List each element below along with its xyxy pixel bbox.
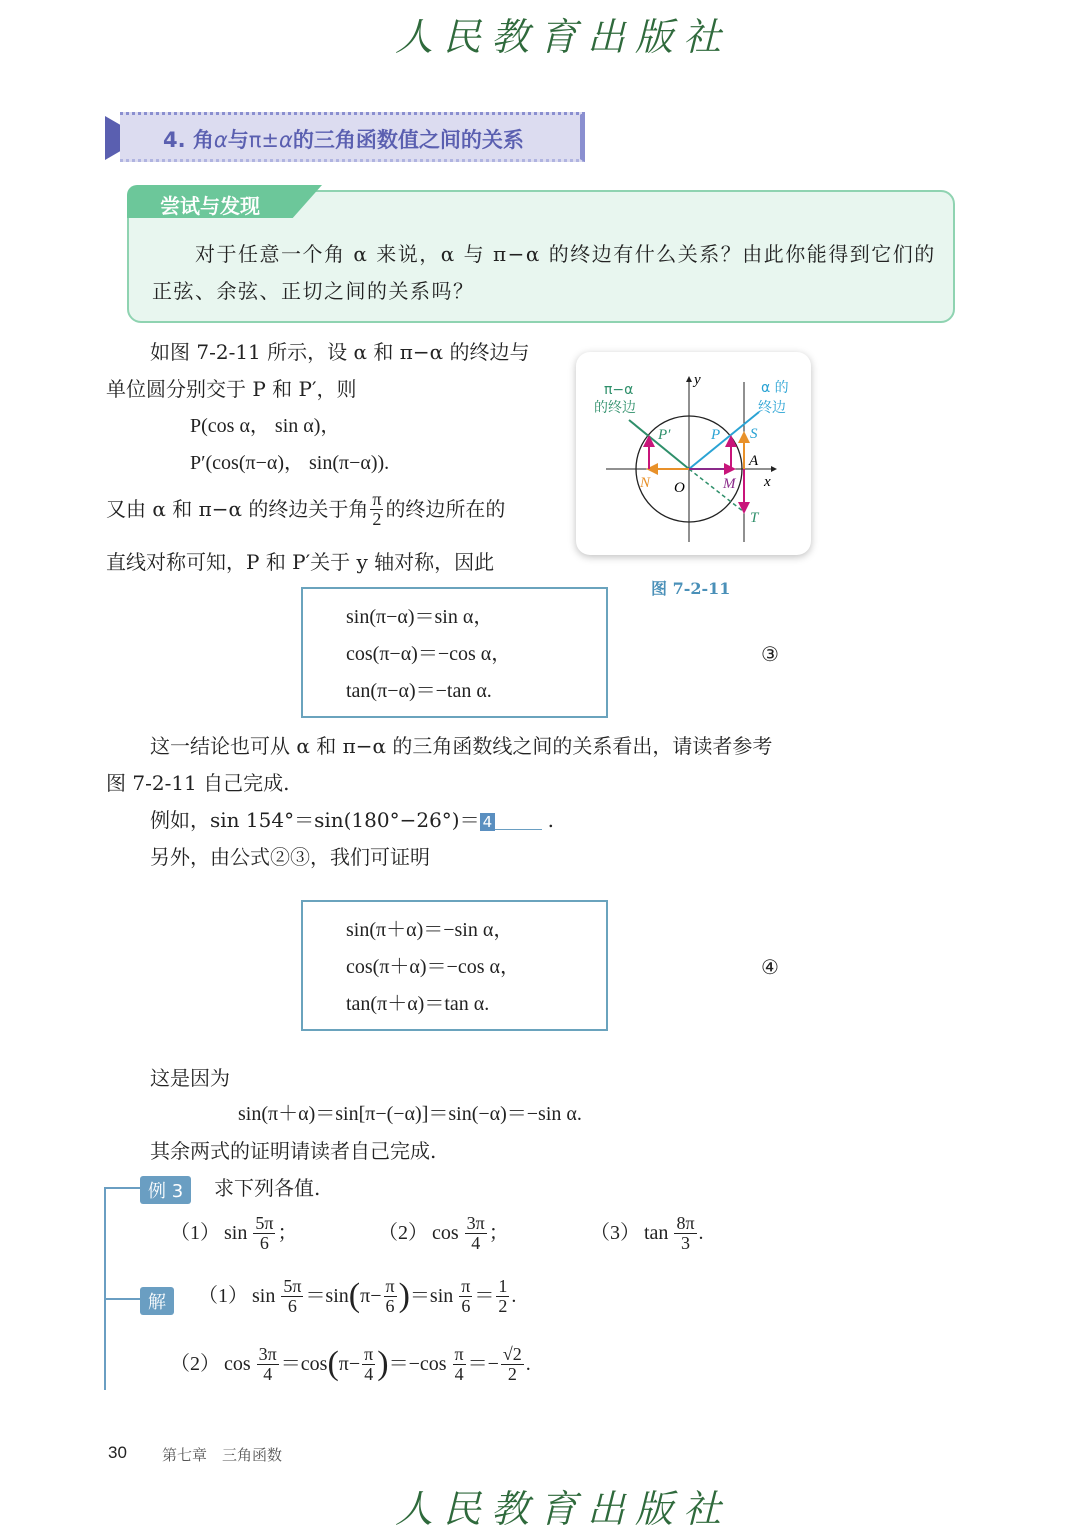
example-prompt: 求下列各值. [214,1176,321,1200]
fn: cos [224,1353,251,1376]
solution-tag: 解 [140,1287,174,1315]
numerator: 5π [255,1213,274,1233]
text: ＝ [474,1285,495,1308]
point-s-label: S [750,426,758,442]
text: ＝−cos [388,1353,447,1376]
denominator: 2 [507,1363,517,1384]
fraction [370,490,383,529]
denominator: 3 [680,1232,690,1253]
denominator: 6 [287,1295,297,1316]
paragraph: 这一结论也可从 α 和 π−α 的三角函数线之间的关系看出，请读者参考 [150,734,773,758]
formula-line: sin(π−α)＝sin α， [346,606,494,628]
denominator: 2 [372,508,382,529]
numerator: π [454,1344,464,1364]
alpha-symbol: α [279,128,293,152]
fraction [253,1214,275,1253]
index: （1） [170,1222,220,1245]
numerator: 3π [466,1213,485,1233]
numerator: 5π [283,1276,302,1296]
numerator: π [372,489,382,509]
connector [104,1298,140,1300]
section-title-part: 与 [227,128,249,152]
fn: sin [252,1285,276,1308]
index: （3） [590,1222,640,1245]
punct: ； [277,1222,298,1245]
numerator: π [385,1276,395,1296]
text: 的终边所在的 [385,497,506,522]
numerator: 8π [676,1213,695,1233]
denominator: 6 [259,1232,269,1253]
paragraph: 这是因为 [150,1066,230,1090]
point-t-label: T [750,510,759,526]
paragraph: 单位圆分别交于 P 和 P′，则 [106,377,357,401]
paragraph: 如图 7-2-11 所示，设 α 和 π−α 的终边与 [150,340,530,364]
question-1 [170,1214,297,1253]
fraction [257,1345,279,1384]
index: （1） [198,1285,248,1308]
text: ＝cos [280,1353,328,1376]
equation-number: ③ [761,642,779,666]
text: ＝sin [409,1285,454,1308]
fraction [453,1345,466,1384]
section-number: 4. [163,128,186,152]
punct: . [511,1285,517,1308]
denominator: 4 [471,1232,481,1253]
fraction [674,1214,696,1253]
fn: tan [644,1222,669,1245]
fraction [496,1277,509,1316]
point-a-label: A [749,453,759,469]
text: ＝− [467,1353,499,1376]
equation-number: ④ [761,955,779,979]
figure-7-2-11 [576,352,811,555]
formula-line: tan(π＋α)＝tan α. [346,993,490,1015]
paragraph: 直线对称可知，P 和 P′关于 y 轴对称，因此 [106,550,495,574]
section-header [105,110,587,164]
text: . [547,808,554,832]
example-bracket-line [104,1187,106,1390]
connector [104,1187,140,1189]
x-label: x [764,474,771,490]
numerator: 1 [498,1276,508,1296]
numerator: 3π [258,1344,277,1364]
pi-minus-alpha-label: π−α [604,382,634,398]
punct: ； [488,1222,509,1245]
text: π− [338,1353,361,1376]
paragraph [150,810,554,830]
denominator: 6 [385,1295,395,1316]
blank-number: 4 [480,813,496,831]
denominator: 2 [498,1295,508,1316]
fraction [362,1345,375,1384]
denominator: 4 [454,1363,464,1384]
figure-caption: 图 7-2-11 [651,579,731,598]
publisher-logo-top: 人民教育出版社 [395,15,732,59]
point-p-prime-label: P′ [658,427,671,443]
fn: cos [432,1222,459,1245]
denominator: 4 [364,1363,374,1384]
text: ＝sin [305,1285,349,1308]
numerator: √2 [502,1344,522,1364]
fraction [465,1214,487,1253]
index: （2） [378,1222,428,1245]
chapter-label: 第七章 三角函数 [162,1446,283,1464]
explore-label: 尝试与发现 [160,194,260,218]
question-2 [378,1214,509,1253]
alpha-symbol: α [213,128,228,152]
text: 又由 α 和 π−α 的终边关于角 [106,497,369,522]
pi-pm-symbol: π± [248,128,279,152]
alpha-label: 终边 [758,400,786,416]
page-number: 30 [108,1443,127,1462]
origin-label: O [674,480,685,496]
pi-minus-alpha-label: 的终边 [594,400,636,416]
y-label: y [694,372,701,388]
unit-circle-diagram [576,352,811,555]
formula-line: cos(π−α)＝−cos α， [346,643,512,665]
numerator: π [461,1276,471,1296]
answer-blank[interactable] [480,810,542,830]
explore-text: 正弦、余弦、正切之间的关系吗？ [152,279,475,303]
punct: . [525,1353,531,1376]
index: （2） [170,1353,220,1376]
paragraph: 另外，由公式②③，我们可证明 [150,845,430,869]
solution-2: （2） cos $\frac{3\pi}{4}$ ＝cos ( π− $\frac{\pi}{4}$ ) ＝−cos $\frac{\pi}{4}$ ＝− $\frac{√2}{2}$ . [170,1344,531,1384]
fraction [501,1345,524,1384]
formula-p-prime: P′(cos(π−α)， sin(π−α)). [190,452,390,474]
alpha-label: α 的 [761,380,789,396]
punct: . [698,1222,704,1245]
point-m-label: M [723,476,736,492]
paragraph [106,490,505,529]
fraction [281,1277,303,1316]
fn: sin [224,1222,248,1245]
point-p-label: P [711,427,721,443]
text: 例如，sin 154°＝sin(180°−26°)＝ [150,808,480,832]
paragraph: 其余两式的证明请读者自己完成. [150,1139,437,1163]
denominator: 4 [263,1363,273,1384]
section-title-part: 的三角函数值之间的关系 [292,128,524,152]
formula-p: P(cos α， sin α)， [190,415,341,437]
denominator: 6 [461,1295,471,1316]
paragraph: 图 7-2-11 自己完成. [106,771,290,795]
formula-line: sin(π＋α)＝−sin α， [346,919,514,941]
publisher-logo-bottom: 人民教育出版社 [395,1487,732,1531]
extended-line [689,469,744,512]
solution-1: （1） sin $\frac{5\pi}{6}$ ＝sin ( π− $\frac{\pi}{6}$ ) ＝sin $\frac{\pi}{6}$ ＝ $\frac{1}{2}$ . [198,1276,517,1316]
section-title-part: 角 [192,128,214,152]
text: π− [360,1285,382,1308]
point-n-label: N [640,475,651,491]
numerator: π [364,1344,374,1364]
example-tag: 例 3 [140,1176,191,1204]
question-3 [590,1214,704,1253]
fraction [384,1277,397,1316]
formula-line: sin(π＋α)＝sin[π−(−α)]＝sin(−α)＝−sin α. [238,1103,582,1125]
formula-line: tan(π−α)＝−tan α. [346,680,492,702]
explore-text: 对于任意一个角 α 来说，α 与 π−α 的终边有什么关系？由此你能得到它们的 [195,242,936,266]
formula-line: cos(π＋α)＝−cos α， [346,956,520,978]
fraction [459,1277,472,1316]
